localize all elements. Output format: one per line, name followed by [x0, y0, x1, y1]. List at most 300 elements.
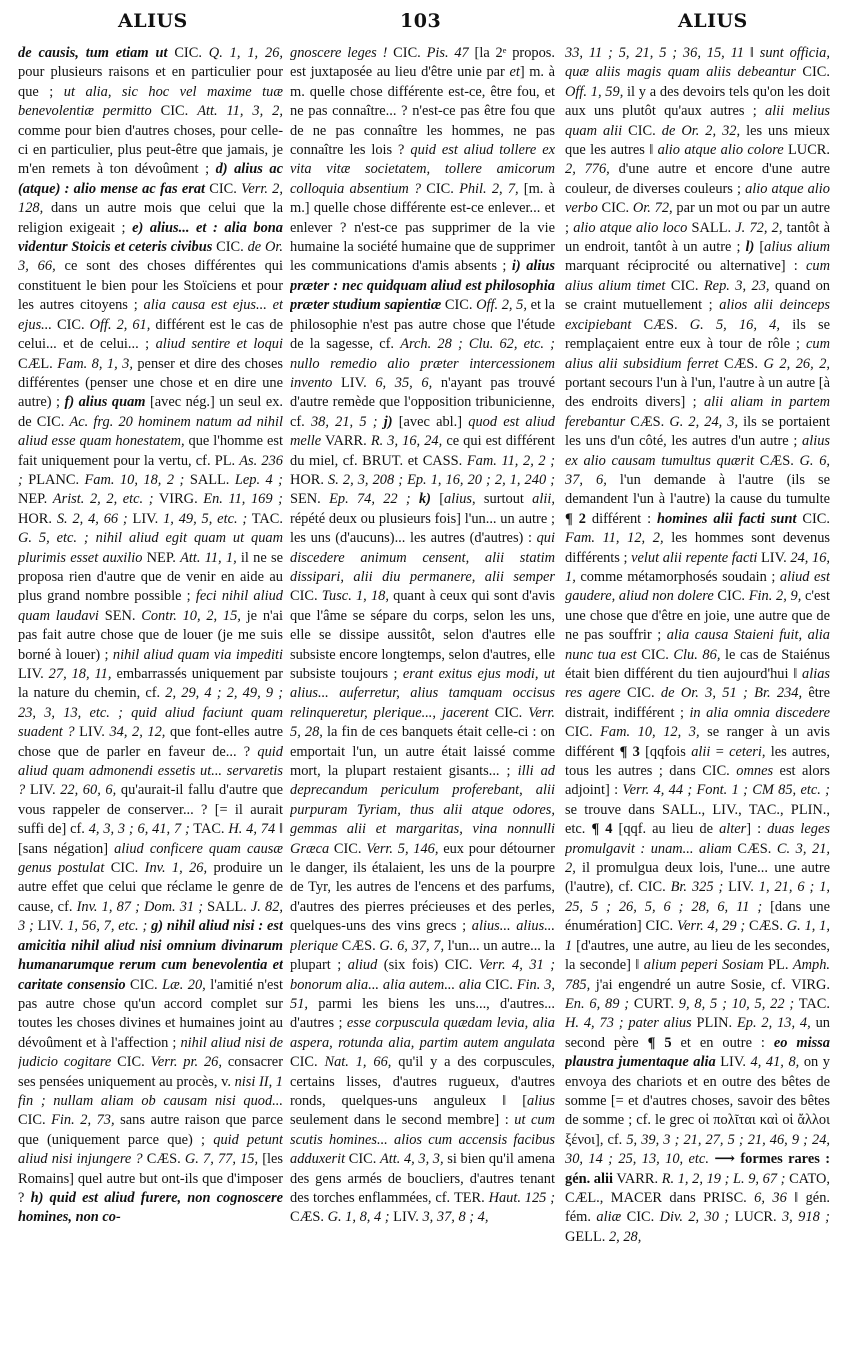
text-segment: CIC. [713, 588, 749, 605]
text-segment: l'un... un autre... la plupart ; [290, 937, 555, 974]
text-segment: Fin. 2, 9, [748, 588, 802, 605]
text-segment: CIC. [125, 976, 163, 993]
text-segment: 2, 28, [608, 1228, 642, 1245]
column-3-text [565, 44, 830, 1247]
text-segment: LIV. [715, 1054, 751, 1071]
text-segment: alius ex alio causam tumultus quærit [565, 433, 830, 469]
text-segment: 2, 29, 4 ; 2, 49, 9 ; 23, 3, 13, etc. ; quid aliud faciunt quam suadent ? [18, 685, 283, 741]
text-segment: Contr. 10, 2, 15, [141, 607, 241, 624]
text-segment: nihil aliud nisi de judicio cogitare [18, 1034, 283, 1071]
text-segment: PLIN. [691, 1015, 737, 1032]
text-segment: aliæ [596, 1209, 622, 1226]
text-segment: alii [691, 743, 711, 760]
text-segment: n'ayant pas trouvé d'autre remède que l'opposition tribunicienne, cf. [290, 374, 555, 430]
text-segment: Verr. 4, 44 ; Font. 1 ; CM 85, etc. ; [622, 782, 830, 799]
text-segment: [avec abl.] [392, 413, 469, 430]
text-segment: quid aliud quam admonendi essetis ut... servaretis ? [18, 743, 283, 799]
text-segment: VIRG. [153, 491, 204, 508]
text-segment: LUCR. [729, 1209, 782, 1226]
text-segment: 3, 37, 8 ; 4, [422, 1209, 489, 1226]
text-segment: portant secours l'un à l'un, l'autre à un autre [à des endroits divers] ; [565, 374, 830, 411]
text-segment: CIC. [444, 957, 479, 974]
text-segment: TAC. [189, 821, 229, 838]
text-segment: Att. 11, 1, [180, 549, 237, 566]
text-segment: alio atque alio loco [573, 219, 688, 236]
text-segment: Off. 2, 61, [89, 316, 151, 333]
text-segment: CIC. [421, 180, 460, 197]
text-segment: alius... alius... plerique [290, 918, 555, 954]
text-segment: Off. 2, 5, [476, 297, 527, 314]
text-segment: aliud [347, 957, 378, 974]
text-segment: Fam. 10, 18, 2 ; [84, 471, 185, 488]
text-segment: Verr. 2, 128, [18, 180, 283, 217]
text-segment: Att. 4, 3, 3, [379, 1151, 444, 1168]
text-segment: 38, 21, 5 ; [310, 413, 378, 430]
text-segment: CIC. [290, 1054, 325, 1071]
text-segment: CÆS. [337, 937, 380, 954]
text-segment: CURT. [629, 995, 679, 1012]
text-segment: Fam. 11, 12, 2, [565, 530, 664, 547]
text-segment: ¶ 4 [591, 821, 613, 838]
text-segment: Fam. 11, 2, 2 ; [466, 452, 555, 469]
text-segment: ] : [746, 821, 768, 838]
text-segment: R. 3, 16, 24, [370, 433, 443, 450]
text-segment: alium peperi Sosiam [643, 957, 764, 974]
text-segment: CIC. [205, 180, 242, 197]
text-segment: l'amitié n'est pas autre chose qu'un accord complet sur toutes les choses divines et humaines joint au dévoûment et à l'affection ; [18, 976, 283, 1051]
text-segment: J. 72, 2, [735, 219, 783, 236]
text-segment: ¶ 3 [619, 743, 640, 760]
text-segment: 27, 18, 11, [48, 666, 112, 682]
text-segment: il promulgua deux lois, l'une... une autre (l'autre), cf. [565, 860, 830, 896]
text-segment: CIC. [621, 1209, 660, 1226]
text-segment: , les autres, tous les autres ; dans [565, 743, 830, 780]
text-segment: CIC. [665, 277, 704, 294]
text-segment: Arist. 2, 2, etc. ; [52, 491, 154, 508]
text-segment: NEP. [142, 549, 181, 566]
text-segment: Verr. 5, 28, [290, 704, 555, 741]
text-segment: LIV. [332, 374, 376, 391]
text-segment: CIC. [622, 122, 662, 139]
text-segment: SALL., LIV., TAC., PLIN., [661, 801, 830, 818]
text-segment: qu'il y a des corpuscules, certains lisses, d'autres rugueux, d'autres ronds, quelques-uns anguleux ‖ [ [290, 1054, 555, 1109]
text-segment: SALL. [203, 898, 251, 915]
text-segment: f) alius quam [64, 394, 146, 411]
text-segment: LIV. [18, 666, 49, 682]
text-segment: cum alius alii subsidium ferret [565, 336, 830, 372]
text-segment: PLANC. [22, 471, 85, 488]
text-segment: Verr. 4, 29 ; [676, 918, 746, 935]
text-segment: TAC. [247, 510, 283, 527]
text-segment: Fam. 8, 1, 3, [57, 355, 133, 372]
text-segment: 6, 36 [754, 1189, 787, 1206]
text-segment: CÆS. [745, 918, 787, 935]
text-segment: CÆS. [718, 355, 764, 372]
text-segment: CIC. [702, 763, 737, 780]
text-segment: parmi les biens les uns..., d'autres... d'autres ; [290, 995, 555, 1032]
text-segment: HOR. [290, 471, 329, 488]
text-segment: j) [383, 413, 393, 430]
text-segment: 34, 2, 12, [109, 724, 166, 741]
text-segment: En. 6, 89 ; [565, 995, 630, 1012]
text-segment: être distrait, indifférent ; [565, 685, 830, 721]
text-segment: Haut. 125 ; [488, 1189, 555, 1206]
text-segment: ‖ [sans négation] [18, 821, 283, 857]
text-segment: 5, 39, 3 ; 21, 27, 5 ; 21, 46, 9 ; 24, 30, 14 ; 25, 13, 10, etc. [565, 1131, 830, 1168]
text-segment: CIC. [36, 413, 70, 430]
text-segment: comme pour bien d'autres choses, pour celle-ci en particulier, plus peut-être que jamais, je m'en remets à ton dévoûment ; [18, 122, 283, 178]
text-segment: que l'homme est fait uniquement pour la vertu, cf. [18, 433, 283, 469]
text-segment: alia causa Staieni fuit, alia nunc tua est [565, 627, 830, 663]
text-segment: G. 1, 8, 4 ; [327, 1209, 390, 1226]
text-segment: Lep. 4 ; [234, 471, 283, 488]
text-segment: il y a des devoirs tels qu'on les doit aux uns plutôt qu'aux autres ; [565, 83, 830, 120]
text-segment: sans autre raison que parce que (uniquement parce que) ; [18, 1112, 283, 1148]
text-segment: 1, 56, 7, etc. ; [67, 918, 148, 935]
text-segment: quod est aliud melle [290, 413, 555, 450]
text-segment: G. 1, 1, 1 [565, 918, 830, 954]
text-segment: nisi II, 1 fin ; nullam aliam ob causam nisi quod... [18, 1073, 283, 1109]
text-segment: comme métamorphosés soudain ; [575, 568, 780, 585]
text-segment: 2, 776, [565, 161, 610, 178]
text-segment: Inv. 1, 26, [144, 860, 208, 877]
text-segment: aliud est gaudere, aliud non dolere [565, 568, 830, 605]
text-segment: LUCR. [783, 142, 830, 159]
text-segment: 6, 35, 6, [375, 374, 433, 391]
text-segment: alii aliam in partem ferebantur [565, 394, 830, 430]
text-segment: erant exitus ejus modi, ut alius... auferretur, alius tamquam occisus relinqueretur, plerique..., jacerent [290, 666, 555, 721]
text-segment: , surtout [472, 491, 533, 508]
text-segment: que font-elles autre chose que de parler en faveur de... ? [18, 724, 283, 760]
text-segment: Q. 1, 1, 26, [208, 45, 283, 61]
text-segment: PL. [214, 452, 240, 469]
text-segment: Ac. frg. 20 hominem natum ad nihil aliud esse quam honestatem, [18, 413, 283, 450]
text-segment: homines alii facti sunt [657, 510, 797, 527]
text-segment: BRUT. [362, 452, 408, 469]
text-segment: de Or. 3, 51 ; Br. 234, [660, 685, 803, 702]
text-segment: 1, 49, 5, etc. ; [163, 510, 248, 527]
text-segment: HOR. [18, 510, 57, 527]
text-segment: qu'aurait-il fallu d'autre que vous rappeler de conserver... ? [= il aurait suffi de] cf. [18, 782, 283, 838]
text-segment: VIRG. [791, 976, 830, 993]
text-segment: [avec nég.] un seul ex. de [18, 394, 283, 430]
text-segment: SALL. [184, 471, 235, 488]
text-segment: illi ad deprecandum periculum proferebant, alii purpuram Tyriam, thus alii atque odores, gemmas alii et margaritas, vina nonnulli Græca [290, 763, 555, 857]
text-segment: TAC. [794, 995, 830, 1012]
text-segment: [m. à m.] quelle chose différente est-ce enlever... et enlever ? n'est-ce pas supprimer de la vie humaine la société humaine que de supprimer les communications d'amis absents ; [290, 180, 555, 275]
running-header [0, 0, 846, 40]
text-segment: S. 2, 4, 66 ; [56, 510, 128, 527]
text-segment: h) quid est aliud furere, non cognoscere homines, non co- [18, 1189, 283, 1226]
text-segment: de Or. 3, 66, [18, 239, 283, 275]
text-segment: CIC. [111, 1054, 151, 1071]
text-segment: CIC. [636, 646, 674, 663]
text-segment: k) [418, 491, 431, 508]
text-segment: PRISC. [703, 1189, 755, 1206]
text-segment: alio atque alio colore [657, 142, 784, 159]
text-segment: LIV. [389, 1209, 423, 1226]
text-segment: 33, 11 ; 5, 21, 5 ; 36, 15, 11 [565, 45, 744, 61]
text-segment: Att. 11, 3, 2, [197, 103, 283, 120]
text-segment: Verr. 4, 31 ; bonorum alia... alia autem... alia [290, 957, 555, 993]
text-segment: CIC. [329, 840, 367, 857]
text-column-2 [290, 44, 555, 1356]
text-segment: Fin. 2, 73, [51, 1112, 115, 1129]
text-segment: G. 7, 77, 15, [184, 1151, 259, 1168]
text-segment: R. 1, 2, 19 ; L. 9, 67 ; [661, 1170, 786, 1187]
text-segment: c'est une chose que d'être en joie, une autre que de ne pas souffrir ; [565, 588, 830, 644]
text-segment: G. 5, etc. ; nihil aliud egit quam ut quam plurimis esset auxilio [18, 530, 283, 566]
text-segment: alia causa est ejus... et ejus... [18, 297, 283, 333]
text-segment: est alors adjoint] : [565, 763, 830, 799]
text-segment: aliud conficere quam causæ genus postulat [18, 840, 283, 877]
text-segment: alius [444, 491, 473, 508]
text-segment: embarrassés uniquement par la nature du chemin, cf. [18, 666, 283, 702]
text-segment: alter [719, 821, 747, 838]
text-segment: tantôt à un endroit, tantôt à un autre ; [565, 219, 830, 256]
text-segment: CIC. [387, 45, 427, 61]
text-segment: gnoscere leges ! [290, 45, 388, 61]
text-segment: CIC. [441, 297, 477, 314]
text-segment: si bien qu'il amena des gens armés de boucliers, d'autres tenant des torches enflammées, cf. [290, 1151, 555, 1206]
text-segment: omnes [736, 763, 774, 780]
text-segment: quid est aliud tollere ex vita vitæ societatem, tollere amicorum colloquia absentium ? [290, 142, 555, 197]
text-segment: [ [754, 239, 765, 256]
text-segment: feci nihil aliud quam laudavi [18, 588, 283, 624]
text-segment: Br. 325 ; [670, 879, 724, 896]
text-segment: la fin de ces banquets était celle-ci : on emportait l'un, un autre était laissé comme mort, la plupart restaient gisants... ; [290, 724, 555, 780]
text-segment: Ep. 74, 22 ; [329, 491, 411, 508]
text-segment: CIC. [51, 316, 90, 333]
text-segment: ils se portaient les uns d'un côté, les autres d'un autre ; [565, 413, 830, 450]
text-segment: alius [527, 1092, 555, 1109]
text-segment: se trouve dans [565, 801, 662, 818]
text-segment: alios alii deinceps excipiebant [565, 297, 830, 333]
text-segment: ¶ 2 [565, 510, 586, 527]
text-segment: duas leges promulgavit : unam... aliam [565, 821, 830, 857]
text-segment: ils se remplaçaient entre eux à tour de rôle ; [565, 316, 830, 353]
text-segment: de Or. 2, 32, [661, 122, 741, 139]
text-segment: le cas de Staiénus était bien différent du tien aujourd'hui ‖ [565, 646, 830, 682]
text-segment: ceteri [729, 743, 762, 760]
text-segment: G. 5, 16, 4, [689, 316, 780, 333]
text-segment: j'ai engendré un autre Sosie, cf. [590, 976, 792, 993]
text-segment: CASS. [422, 452, 467, 469]
text-segment: CIC. [481, 976, 517, 993]
text-segment: CIC. [151, 103, 198, 120]
text-segment: je n'ai pas fait autre chose que de louer (je me suis borné à louer) ; [18, 607, 283, 663]
text-segment: Pis. 47 [426, 45, 469, 61]
text-segment: CIC. [620, 685, 661, 702]
text-segment: et [509, 64, 520, 81]
text-segment: CÆS. [625, 413, 670, 430]
text-segment: G. 6, 37, 7, [379, 937, 445, 954]
text-segment: G. 6, 37, 6, [565, 452, 830, 488]
text-segment: VARR. [321, 433, 371, 450]
text-segment: i) alius præter : nec quidquam aliud est philosophia præter studium sapientiæ [290, 258, 555, 314]
text-segment: l) [745, 239, 755, 256]
text-segment: d) alius ac (atque) : alio mense ac fas erat [18, 161, 283, 197]
text-segment: CIC. [167, 45, 209, 61]
text-segment: 4, 3, 3 ; 6, 41, 7 ; [88, 821, 190, 838]
text-segment: dans un autre mois que celui que la religion exigeait ; [18, 200, 283, 236]
text-segment: G. 2, 24, 3, [669, 413, 739, 430]
text-segment: ce sont des choses différentes qui constituent le bien pour les Stoïciens et pour les autres citoyens ; [18, 258, 283, 314]
text-segment: Ep. 2, 13, 4, [736, 1015, 811, 1032]
text-segment: As. 236 ; [18, 452, 283, 488]
text-segment: alii [532, 491, 552, 508]
text-segment: CIC. [645, 918, 677, 935]
text-segment: cum alius alium timet [565, 258, 830, 294]
text-segment: CÆS. [290, 1209, 328, 1226]
text-segment: 1, 21, 6 ; 1, 25, 5 ; 26, 5, 6 ; 28, 6, 11 ; [565, 879, 830, 915]
text-segment: [les Romains] quel autre but ont-ils que d'imposer ? [18, 1151, 283, 1206]
text-segment: SEN. [290, 491, 330, 508]
text-segment: En. 11, 169 ; [203, 491, 283, 508]
text-segment: CIC. [18, 1112, 52, 1129]
text-segment: quant à ceux qui sont d'avis que l'âme se sépare du corps, selon les uns, elle se dissipe aussitôt, selon d'autres elle subsiste encore longtemps, selon d'autres, elle subsiste toujours ; [290, 588, 555, 682]
text-segment: Verr. 5, 146, [366, 840, 439, 857]
text-segment: LIV. [757, 549, 791, 566]
text-segment: CIC. [638, 879, 671, 896]
text-segment: un second père [565, 1015, 830, 1051]
text-segment: on y envoya des chariots et en outre des bêtes de somme [= et d'autres choses, savoir des bêtes de somme ; cf. le grec οἱ πολῖται καὶ οἱ ἄλλοι ξένοι], cf. [565, 1054, 830, 1148]
text-segment: CATO, CÆL., MACER [565, 1170, 830, 1206]
text-segment: Div. 2, 30 ; [659, 1209, 730, 1226]
text-segment: CÆS. [754, 452, 800, 469]
page-number: 103 [400, 10, 442, 32]
text-segment: g) nihil aliud nisi : est amicitia nihil aliud nisi omnium divinarum humanarumque rerum cum benevolentia et caritate consensio [18, 918, 283, 993]
text-segment: seulement dans le second membre] : [290, 1112, 515, 1129]
text-segment: et [407, 452, 423, 469]
text-segment: pour plusieurs raisons et en particulier pour que ; [18, 64, 283, 100]
text-segment: velut alii repente facti [631, 549, 758, 566]
text-segment: CIC. [488, 704, 529, 721]
text-segment: CIC. [212, 239, 248, 256]
text-segment: d'une autre et encore d'une autre couleur, de diverses couleurs ; [565, 161, 830, 197]
text-segment: H. 4, 73 ; pater alius [565, 1015, 692, 1032]
text-segment: Or. 72, [632, 200, 673, 217]
text-segment: esse corpuscula quædam levia, alia aspera, rotunda alia, partim autem angulata [290, 1015, 555, 1051]
text-segment: CIC. [796, 510, 830, 527]
text-segment: l'un demande à l'autre (ils se demandent l'un à l'autre) la cause du tumulte [565, 471, 830, 508]
text-segment: aliud sentire et loqui [155, 336, 283, 353]
text-segment: [la 2ᵉ propos. est juxtaposée au lieu d'être unie par [290, 45, 555, 81]
text-segment: 4, 41, 8, [750, 1054, 800, 1071]
text-segment: sunt officia, quæ aliis magis quam aliis debeantur [565, 45, 830, 81]
text-segment: différent est le cas de celui... et de celui... ; [18, 316, 283, 353]
text-segment: Clu. 86, [673, 646, 721, 663]
text-segment: TER. [453, 1189, 489, 1206]
text-column-3 [565, 44, 830, 1356]
text-segment: par un mot ou par un autre ; [565, 200, 830, 236]
text-segment: 9, 8, 5 ; 10, 5, 22 ; [678, 995, 795, 1012]
text-segment: CIC. [597, 200, 633, 217]
text-segment: alius alium [764, 239, 830, 256]
text-segment: alias res agere [565, 666, 830, 702]
text-segment: J. 82, 3 ; [18, 898, 283, 935]
text-segment: Rep. 3, 23, [703, 277, 770, 294]
text-segment: [qqf. au lieu de [612, 821, 720, 838]
text-segment: dans [669, 1189, 704, 1206]
text-segment: ut cum scutis homines... alios cum accensis facibus adduxerit [290, 1112, 555, 1168]
column-2-text [290, 44, 555, 1228]
text-segment: ‖ gén. fém. [565, 1189, 830, 1226]
text-segment: CIC. [290, 588, 322, 605]
text-segment: Inv. 1, 87 ; Dom. 31 ; [76, 898, 204, 915]
text-segment: SEN. [98, 607, 142, 624]
text-segment: les hommes sont devenus différents ; [565, 530, 830, 566]
text-segment: marquant réciprocité ou alternative] : [565, 258, 807, 275]
text-segment: se ranger à un avis différent [565, 724, 830, 760]
text-segment: H. 4, 74 [228, 821, 276, 838]
text-segment: qui discedere animum censent, alii statim dissipari, alii diu permanere, alii semper [290, 530, 555, 585]
text-segment: CÆS. [142, 1151, 185, 1168]
text-segment: in alia omnia discedere [689, 704, 830, 721]
text-segment: Nat. 1, 66, [324, 1054, 392, 1071]
text-segment: LIV. [33, 918, 68, 935]
header-right-headword: ALIUS [678, 10, 748, 32]
text-segment: S. 2, 3, 208 ; Ep. 1, 16, 20 ; 2, 1, 240 ; [328, 471, 555, 488]
text-segment: de causis, tum etiam ut [18, 45, 168, 61]
text-segment: NEP. [18, 491, 53, 508]
text-segment: LIV. [127, 510, 164, 527]
text-segment: 3, 918 ; [781, 1209, 830, 1226]
text-segment: PL. [763, 957, 793, 974]
text-segment: G 2, 26, 2, [763, 355, 830, 372]
text-segment: CÆS. [731, 840, 777, 857]
text-segment: les uns mieux que les autres ‖ [565, 122, 830, 159]
text-segment: [ [430, 491, 445, 508]
text-segment: [d'autres, une autre, au lieu de les secondes, la seconde] ‖ [565, 937, 830, 974]
text-segment: Fam. 10, 12, 3, [600, 724, 700, 741]
text-segment: et la philosophie n'est pas autre chose que l'étude de la sagesse, cf. [290, 297, 555, 353]
text-segment: ut alia, sic hoc vel maxime tuæ benevolentiæ permitto [18, 83, 283, 120]
text-segment: Amph. 785, [565, 957, 830, 993]
text-segment: il ne se proposa rien d'autre que de venir en aide au plus grand nombre possible ; [18, 549, 283, 605]
text-segment: et en outre : [671, 1034, 774, 1051]
text-segment: , répété deux ou plusieurs fois] l'un... un autre ; les uns (d'aucuns)... les autres (d'autres) : [290, 491, 555, 547]
text-segment: quand on se craint mutuellement ; [565, 277, 830, 314]
text-segment: nihil aliud quam via impediti [112, 646, 283, 663]
text-segment: CÆS. [631, 316, 690, 333]
text-segment: Læ. 20, [162, 976, 206, 993]
text-segment: C. 3, 21, 2, [565, 840, 830, 877]
text-segment: différent : [585, 510, 658, 527]
text-segment: CÆL. [18, 355, 58, 372]
text-segment: (six fois) [377, 957, 445, 974]
text-segment: produire un autre effet que celui que réclame le genre de cause, cf. [18, 860, 283, 915]
text-segment: quid petunt aliud nisi injungere ? [18, 1131, 283, 1168]
text-segment: 22, 60, 6, [60, 782, 117, 799]
text-segment: Phil. 2, 7, [459, 180, 519, 197]
text-segment: Verr. pr. 26, [150, 1054, 222, 1071]
text-segment: ⟶ formes rares : [708, 1151, 830, 1168]
text-segment: ¶ 5 [647, 1034, 672, 1051]
text-segment: eux pour détourner le danger, ils étalaient, les uns de la pourpre de Tyr, les autres de l'encens et des parfums, d'autres des pierres précieuses et des perles, quelques-uns des vins grecs ; [290, 840, 555, 935]
text-segment: CIC. [795, 64, 830, 81]
text-segment: alii melius quam alii [565, 103, 830, 139]
text-segment: consacrer ses pensées uniquement au procès, v. [18, 1054, 283, 1090]
text-column-1 [18, 44, 283, 1356]
text-segment: gén. alii [565, 1170, 613, 1187]
text-segment [411, 491, 419, 507]
text-segment: LIV. [25, 782, 61, 799]
text-segment: LIV. [723, 879, 759, 896]
header-left-headword: ALIUS [118, 10, 188, 32]
text-segment: CIC. [345, 1151, 380, 1168]
text-segment: LIV. [74, 724, 110, 741]
